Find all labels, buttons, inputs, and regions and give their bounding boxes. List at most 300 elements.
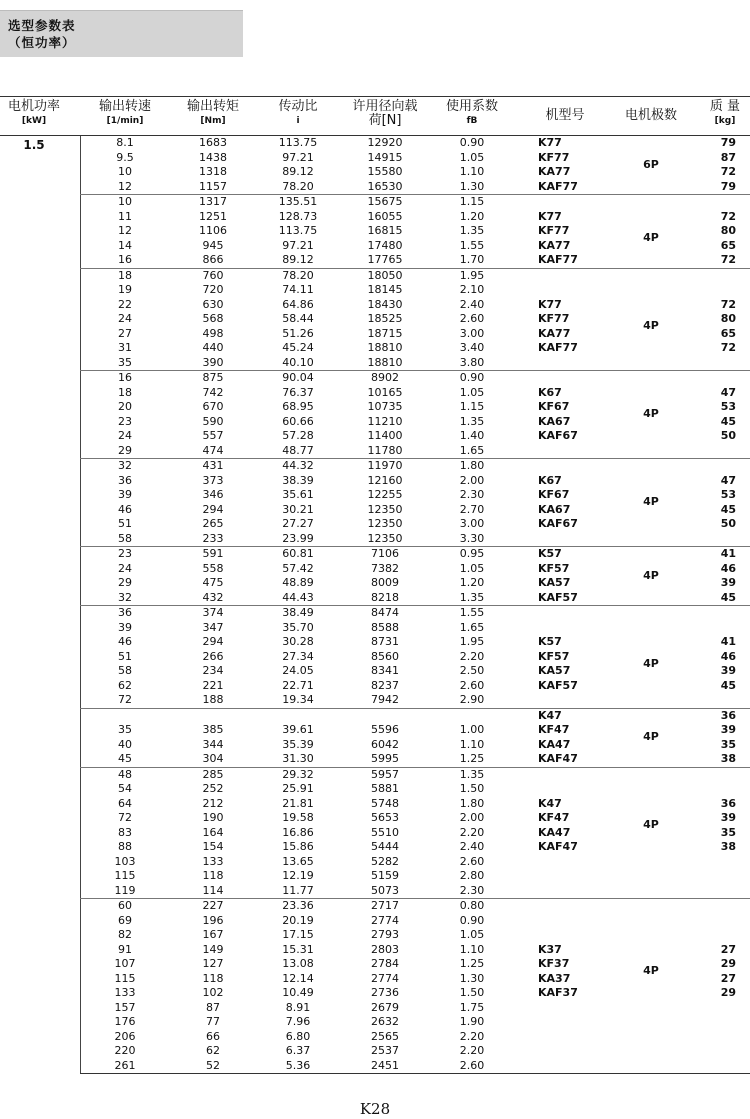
mass-cell: 46: [720, 561, 736, 575]
model-cell: K47: [538, 708, 562, 722]
model-cell: KF47: [538, 723, 570, 736]
torque-cell: 188: [202, 693, 224, 706]
ratio-cell: 90.04: [282, 371, 314, 384]
table-row: [80, 269, 750, 284]
service-factor-cell: 1.65: [459, 443, 485, 457]
speed-cell: 103: [114, 854, 136, 868]
table-row: [80, 341, 750, 356]
radial-load-cell: 12160: [367, 473, 403, 487]
speed-cell: 91: [118, 942, 132, 956]
model-cell: KAF77: [538, 341, 578, 354]
torque-cell: 498: [202, 326, 224, 340]
service-factor-cell: 1.80: [459, 796, 485, 810]
radial-load-cell: 8902: [371, 371, 399, 384]
torque-cell: 164: [202, 825, 224, 839]
ratio-cell: 12.14: [282, 971, 314, 985]
radial-load-cell: 2774: [371, 913, 399, 927]
mass-cell: 87: [720, 150, 736, 164]
table-row: [80, 517, 750, 532]
table-header: [0, 96, 750, 136]
radial-load-cell: 16055: [367, 209, 403, 223]
service-factor-cell: 1.05: [459, 928, 485, 941]
ratio-cell: 68.95: [282, 400, 314, 413]
model-cell: K67: [538, 385, 562, 399]
mass-cell: 39: [720, 723, 736, 736]
service-factor-cell: 1.10: [459, 737, 485, 751]
service-factor-cell: 2.30: [459, 488, 485, 501]
speed-cell: 16: [118, 253, 132, 266]
table-group: [80, 459, 750, 547]
ratio-cell: 21.81: [282, 796, 314, 810]
radial-load-cell: 8218: [371, 590, 399, 604]
service-factor-cell: 0.95: [459, 547, 485, 560]
speed-cell: 10: [118, 165, 132, 178]
ratio-cell: 6.80: [285, 1029, 311, 1043]
table-row: [80, 1001, 750, 1016]
torque-cell: 233: [202, 531, 224, 545]
service-factor-cell: 1.40: [459, 429, 485, 442]
torque-cell: 77: [206, 1015, 220, 1028]
pole-cell: 4P: [643, 818, 659, 832]
speed-cell: 29: [118, 443, 132, 457]
torque-cell: 266: [202, 649, 224, 663]
speed-cell: 35: [118, 355, 132, 369]
service-factor-cell: 1.90: [459, 1015, 485, 1028]
model-cell: KAF67: [538, 429, 578, 442]
service-factor-cell: 1.00: [459, 723, 485, 736]
header-poles: 电机极数: [624, 108, 677, 123]
service-factor-cell: 1.30: [459, 971, 485, 985]
speed-cell: 62: [118, 678, 132, 692]
torque-cell: 1317: [199, 195, 227, 208]
table-row: [80, 693, 750, 708]
model-cell: KF77: [538, 150, 570, 164]
table-row: [80, 429, 750, 444]
model-cell: KF67: [538, 488, 570, 501]
ratio-cell: 20.19: [282, 913, 314, 927]
mass-cell: 29: [720, 986, 736, 999]
ratio-cell: 7.96: [285, 1015, 311, 1028]
radial-load-cell: 12350: [367, 531, 403, 545]
radial-load-cell: 8237: [371, 678, 399, 692]
table-row: [80, 1030, 750, 1045]
table-row: [80, 195, 750, 210]
torque-cell: 390: [202, 355, 224, 369]
model-cell: K77: [538, 209, 562, 223]
ratio-cell: 97.21: [282, 238, 314, 252]
service-factor-cell: 1.05: [459, 561, 485, 575]
ratio-cell: 38.49: [282, 606, 314, 619]
radial-load-cell: 2803: [371, 942, 399, 956]
torque-cell: 118: [202, 971, 224, 985]
ratio-cell: 135.51: [278, 195, 318, 208]
table-row: [80, 371, 750, 386]
torque-cell: 127: [202, 957, 224, 970]
service-factor-cell: 1.50: [459, 782, 485, 795]
speed-cell: 83: [118, 825, 132, 839]
radial-load-cell: 5159: [371, 869, 399, 882]
model-cell: KA67: [538, 414, 571, 428]
table-group: [80, 371, 750, 459]
model-cell: KA57: [538, 576, 571, 589]
table-row: [80, 474, 750, 489]
service-factor-cell: 1.50: [459, 986, 485, 999]
speed-cell: 176: [114, 1015, 136, 1028]
torque-cell: 558: [202, 561, 224, 575]
ratio-cell: 58.44: [282, 312, 314, 325]
speed-cell: 14: [118, 238, 132, 252]
header-speed: 输出转速 [1/min]: [98, 99, 151, 126]
speed-cell: 23: [118, 414, 132, 428]
mass-cell: 65: [720, 238, 736, 252]
ratio-cell: 31.30: [282, 752, 314, 765]
speed-cell: 115: [114, 869, 136, 882]
ratio-cell: 51.26: [282, 326, 314, 340]
ratio-cell: 60.81: [282, 547, 314, 560]
torque-cell: 346: [202, 488, 224, 501]
table-row: [80, 768, 750, 783]
ratio-cell: 27.27: [282, 517, 314, 530]
ratio-cell: 30.28: [282, 635, 314, 648]
torque-cell: 265: [202, 517, 224, 530]
table-row: [80, 386, 750, 401]
table-row: [80, 986, 750, 1001]
radial-load-cell: 17480: [367, 238, 403, 252]
torque-cell: 149: [202, 942, 224, 956]
radial-load-cell: 18715: [367, 326, 403, 340]
torque-cell: 66: [206, 1029, 220, 1043]
speed-cell: 27: [118, 326, 132, 340]
torque-cell: 133: [202, 854, 224, 868]
speed-cell: 29: [118, 576, 132, 589]
service-factor-cell: 3.00: [459, 517, 485, 530]
ratio-cell: 29.32: [282, 767, 314, 781]
table-row: [80, 298, 750, 313]
speed-cell: 18: [118, 268, 132, 282]
service-factor-cell: 2.60: [459, 854, 485, 868]
speed-cell: 11: [118, 209, 132, 223]
ratio-cell: 74.11: [282, 283, 314, 296]
ratio-cell: 40.10: [282, 355, 314, 369]
torque-cell: 590: [202, 414, 224, 428]
radial-load-cell: 7942: [371, 693, 399, 706]
service-factor-cell: 2.70: [459, 502, 485, 516]
model-cell: KAF57: [538, 590, 578, 604]
radial-load-cell: 5748: [371, 796, 399, 810]
service-factor-cell: 2.20: [459, 1044, 485, 1057]
mass-cell: 79: [720, 136, 736, 149]
radial-load-cell: 2565: [371, 1029, 399, 1043]
service-factor-cell: 1.15: [459, 195, 485, 208]
service-factor-cell: 2.60: [459, 312, 485, 325]
pole-cell: 4P: [643, 231, 659, 245]
torque-cell: 252: [202, 782, 224, 795]
speed-cell: 16: [118, 371, 132, 384]
ratio-cell: 19.58: [282, 811, 314, 824]
speed-cell: 8.1: [116, 136, 134, 149]
model-cell: K57: [538, 635, 562, 648]
service-factor-cell: 2.60: [459, 678, 485, 692]
selection-table: [0, 96, 750, 1074]
ratio-cell: 23.36: [282, 899, 314, 912]
pole-cell: 4P: [643, 964, 659, 978]
table-row: [80, 606, 750, 621]
torque-cell: 373: [202, 473, 224, 487]
radial-load-cell: 2717: [371, 899, 399, 912]
radial-load-cell: 8341: [371, 664, 399, 677]
service-factor-cell: 2.00: [459, 811, 485, 824]
ratio-cell: 39.61: [282, 723, 314, 736]
service-factor-cell: 1.95: [459, 635, 485, 648]
mass-cell: 38: [720, 840, 736, 853]
radial-load-cell: 2537: [371, 1044, 399, 1057]
ratio-cell: 44.43: [282, 590, 314, 604]
pole-cell: 4P: [643, 656, 659, 670]
model-cell: KA77: [538, 165, 571, 178]
torque-cell: 304: [202, 752, 224, 765]
torque-cell: 285: [202, 767, 224, 781]
ratio-cell: 5.36: [285, 1058, 311, 1072]
radial-load-cell: 5596: [371, 723, 399, 736]
service-factor-cell: 3.80: [459, 355, 485, 369]
service-factor-cell: 1.55: [459, 606, 485, 619]
torque-cell: 234: [202, 664, 224, 677]
model-cell: KA77: [538, 326, 571, 340]
speed-cell: 20: [118, 400, 132, 413]
service-factor-cell: 1.05: [459, 150, 485, 164]
radial-load-cell: 7106: [371, 547, 399, 560]
radial-load-cell: 7382: [371, 561, 399, 575]
radial-load-cell: 6042: [371, 737, 399, 751]
mass-cell: 72: [720, 165, 736, 178]
table-group: [80, 606, 750, 709]
radial-load-cell: 12920: [367, 136, 403, 149]
radial-load-cell: 5073: [371, 883, 399, 897]
torque-cell: 294: [202, 635, 224, 648]
speed-cell: 19: [118, 283, 132, 296]
ratio-cell: 128.73: [278, 209, 318, 223]
model-cell: KAF37: [538, 986, 578, 999]
ratio-cell: 35.39: [282, 737, 314, 751]
table-row: [80, 914, 750, 929]
model-cell: KA77: [538, 238, 571, 252]
model-cell: KAF57: [538, 678, 578, 692]
ratio-cell: 89.12: [282, 253, 314, 266]
model-cell: K57: [538, 547, 562, 560]
section-title-box: [0, 10, 243, 57]
torque-cell: 212: [202, 796, 224, 810]
speed-cell: 24: [118, 312, 132, 325]
torque-cell: 190: [202, 811, 224, 824]
table-group: [80, 709, 750, 768]
ratio-cell: 44.32: [282, 459, 314, 472]
table-row: [80, 1059, 750, 1074]
speed-cell: 72: [118, 811, 132, 824]
speed-cell: 40: [118, 737, 132, 751]
model-cell: K37: [538, 942, 562, 956]
ratio-cell: 38.39: [282, 473, 314, 487]
table-row: [80, 532, 750, 547]
torque-cell: 347: [202, 620, 224, 634]
model-cell: KF57: [538, 561, 570, 575]
ratio-cell: 8.91: [285, 1000, 311, 1014]
radial-load-cell: 2784: [371, 957, 399, 970]
service-factor-cell: 2.20: [459, 649, 485, 663]
pole-cell: 4P: [643, 319, 659, 333]
radial-load-cell: 12255: [367, 488, 403, 501]
radial-load-cell: 18050: [367, 268, 403, 282]
table-row: [80, 356, 750, 371]
ratio-cell: 13.65: [282, 854, 314, 868]
torque-cell: 945: [202, 238, 224, 252]
torque-cell: 1683: [199, 136, 227, 149]
radial-load-cell: 18145: [367, 283, 403, 296]
service-factor-cell: 2.80: [459, 869, 485, 882]
ratio-cell: 45.24: [282, 341, 314, 354]
radial-load-cell: 2679: [371, 1000, 399, 1014]
section-subtitle: （恒功率）: [8, 35, 76, 50]
service-factor-cell: 2.20: [459, 1029, 485, 1043]
torque-cell: 475: [202, 576, 224, 589]
ratio-cell: 24.05: [282, 664, 314, 677]
radial-load-cell: 5995: [371, 752, 399, 765]
table-row: [80, 136, 750, 151]
service-factor-cell: 1.25: [459, 752, 485, 765]
ratio-cell: 57.28: [282, 429, 314, 442]
mass-cell: 39: [720, 664, 736, 677]
table-row: [80, 459, 750, 474]
torque-cell: 432: [202, 590, 224, 604]
header-model: 机型号: [545, 108, 585, 123]
torque-cell: 440: [202, 341, 224, 354]
service-factor-cell: 1.95: [459, 268, 485, 282]
radial-load-cell: 5881: [371, 782, 399, 795]
torque-cell: 568: [202, 312, 224, 325]
ratio-cell: 19.34: [282, 693, 314, 706]
ratio-cell: 22.71: [282, 678, 314, 692]
torque-cell: 294: [202, 502, 224, 516]
model-cell: KF77: [538, 224, 570, 237]
table-row: [80, 253, 750, 268]
table-row: [80, 928, 750, 943]
ratio-cell: 17.15: [282, 928, 314, 941]
service-factor-cell: 1.05: [459, 385, 485, 399]
service-factor-cell: 2.40: [459, 840, 485, 853]
service-factor-cell: 1.80: [459, 459, 485, 472]
speed-cell: 12: [118, 224, 132, 237]
table-row: [80, 635, 750, 650]
header-mass: 质 量 [kg]: [709, 99, 741, 126]
torque-cell: 114: [202, 883, 224, 897]
model-cell: KAF77: [538, 179, 578, 193]
table-group: [80, 899, 750, 1074]
speed-cell: 58: [118, 531, 132, 545]
torque-cell: 374: [202, 606, 224, 619]
mass-cell: 72: [720, 297, 736, 311]
service-factor-cell: 1.35: [459, 224, 485, 237]
mass-cell: 27: [720, 971, 736, 985]
ratio-cell: 60.66: [282, 414, 314, 428]
radial-load-cell: 12350: [367, 502, 403, 516]
speed-cell: 46: [118, 502, 132, 516]
speed-cell: 54: [118, 782, 132, 795]
model-cell: K67: [538, 473, 562, 487]
ratio-cell: 27.34: [282, 649, 314, 663]
speed-cell: 36: [118, 606, 132, 619]
service-factor-cell: 1.20: [459, 576, 485, 589]
mass-cell: 36: [720, 796, 736, 810]
service-factor-cell: 1.10: [459, 942, 485, 956]
torque-cell: 720: [202, 283, 224, 296]
torque-cell: 1438: [199, 150, 227, 164]
service-factor-cell: 0.80: [459, 899, 485, 912]
model-cell: KA37: [538, 971, 571, 985]
speed-cell: 133: [114, 986, 136, 999]
speed-cell: 32: [118, 590, 132, 604]
ratio-cell: 89.12: [282, 165, 314, 178]
ratio-cell: 35.70: [282, 620, 314, 634]
speed-cell: 115: [114, 971, 136, 985]
torque-cell: 118: [202, 869, 224, 882]
mass-cell: 80: [720, 312, 736, 325]
torque-cell: 87: [206, 1000, 220, 1014]
mass-cell: 72: [720, 209, 736, 223]
speed-cell: 24: [118, 561, 132, 575]
torque-cell: 196: [202, 913, 224, 927]
mass-cell: 35: [720, 825, 736, 839]
torque-cell: 1106: [199, 224, 227, 237]
mass-cell: 39: [720, 811, 736, 824]
mass-cell: 45: [720, 678, 736, 692]
table-row: [80, 752, 750, 767]
service-factor-cell: 1.70: [459, 253, 485, 266]
model-cell: KF67: [538, 400, 570, 413]
pole-cell: 6P: [643, 157, 659, 171]
ratio-cell: 23.99: [282, 531, 314, 545]
header-torque: 输出转矩 [Nm]: [186, 99, 239, 126]
radial-load-cell: 17765: [367, 253, 403, 266]
header-ratio: 传动比 i: [278, 99, 318, 126]
model-cell: KA47: [538, 825, 571, 839]
torque-cell: 431: [202, 459, 224, 472]
pole-cell: 4P: [643, 407, 659, 421]
motor-power-value: 1.5: [23, 138, 45, 152]
speed-cell: 35: [118, 723, 132, 736]
speed-cell: 51: [118, 517, 132, 530]
ratio-cell: 25.91: [282, 782, 314, 795]
torque-cell: 167: [202, 928, 224, 941]
table-row: [80, 709, 750, 724]
mass-cell: 29: [720, 957, 736, 970]
mass-cell: 36: [720, 708, 736, 722]
mass-cell: 39: [720, 576, 736, 589]
table-row: [80, 943, 750, 958]
service-factor-cell: 2.60: [459, 1058, 485, 1072]
ratio-cell: 15.86: [282, 840, 314, 853]
torque-cell: 52: [206, 1058, 220, 1072]
pole-cell: 4P: [643, 568, 659, 582]
service-factor-cell: 1.75: [459, 1000, 485, 1014]
ratio-cell: 6.37: [285, 1044, 311, 1057]
speed-cell: 72: [118, 693, 132, 706]
speed-cell: 46: [118, 635, 132, 648]
service-factor-cell: 2.10: [459, 283, 485, 296]
radial-load-cell: 5282: [371, 854, 399, 868]
radial-load-cell: 8588: [371, 620, 399, 634]
mass-cell: 27: [720, 942, 736, 956]
radial-load-cell: 11400: [367, 429, 403, 442]
mass-cell: 50: [720, 429, 736, 442]
